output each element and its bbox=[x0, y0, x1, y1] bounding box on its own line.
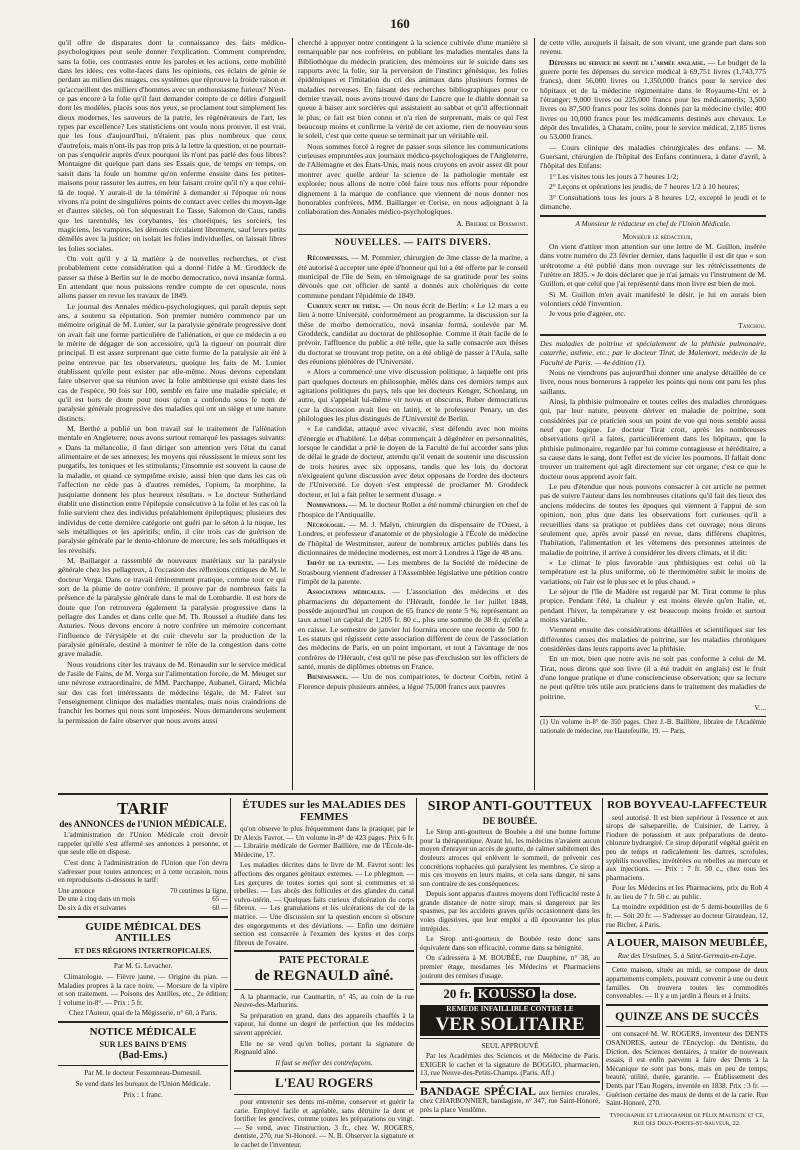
news-item bbox=[298, 367, 528, 423]
news-item bbox=[298, 558, 528, 586]
ad-column-2 bbox=[234, 798, 414, 1150]
letter-paragraph: Si M. Guillon m'en avait manifesté le désir, je lui en aurais bien volontiers cédé l'invention. bbox=[540, 289, 766, 308]
regnauld-text: Elle ne se vend qu'en boîtes, portant la signature de Regnauld aîné. bbox=[234, 1039, 414, 1057]
review-paragraph: « Le climat le plus favorable aux phthisiques est celui où la température est la plus uniforme, où le thermomètre subit le moins de variations, où l'air est le plus sec et le plus chaud. » bbox=[540, 557, 766, 586]
notice-place: (Bad-Ems.) bbox=[118, 1049, 168, 1061]
news-item-lead: Dépenses du service de santé de l'armée anglaise. bbox=[549, 57, 706, 67]
letter-paragraph: Je vous prie d'agréer, etc. bbox=[549, 309, 626, 319]
regnauld-name: de REGNAULD aîné. bbox=[254, 967, 394, 984]
maison-address: Rue des Ursulines, 5, à Saint-Germain-en-Laye. bbox=[617, 951, 757, 960]
news-item-lead: Nominations. bbox=[307, 500, 348, 510]
quinze-title: QUINZE ANS DE SUCCÈS bbox=[615, 1008, 759, 1023]
kousso-remedy: REMÈDE INFAILLIBLE CONTRE LE bbox=[420, 1005, 600, 1014]
news-item bbox=[540, 58, 766, 142]
column-rule-2 bbox=[534, 38, 535, 790]
paragraph: qu'il offre de disparates dont la connaissance des faits médico-psychologiques peut seule donner l'explication. Comment comprendre, sans la folie, ces contrastes entre les paroles et les actions, cette mobilité dans les idées, ces volte-faces dans les opinions, ces éclairs de génie se perdant au milieu des nuages, ces systèmes que réprouve la froide raison et qu'accueillent des milliers d'hommes avec un enthousiasme furieux? N'est-ce pas encore à la folie qu'il faut demander compte de ce délire d'orgueil dont les modèles, placés sous nos yeux, se proclament tout simplement les dieux modernes, les sauveurs de la patrie, les régénérateurs de l'art, les types par excellence? Les statisticiens ont voulu nous prouver, il est vrai, que les fous d'aujourd'hui, n'étaient pas plus nombreux que ceux d'autrefois, mais n'ont-ils pas trop pris à la lettre la question, et ne pourrait-on pas s'enquérir auprès d'eux pourquoi ils n'ont pas parlé des fous libres? Montaigne dit quelque part dans ses Essais que, de temps en temps, on saisit dans la foule un homme qu'on enferme ensuite dans les petites-maisons pour rassurer les autres, en leur faisant croire qu'il n'y a que celui-là de toqué. Y aurait-il de la témérité à demander si l'époque où nous vivons n'a point de singulières points de contact avec celles du moyen-âge et d'autres siècles, où l'on séquestrait Le Tasse, Salomon de Caus, tandis que les tarentulés, les corybantes, les choréiques, les sorciers, les magiciens, les vampires, les démons circulaient librement, sauf leurs petits démêlés avec la justice; on isolait les folies individuelles, on laissait libres les folies sociales. bbox=[58, 38, 286, 253]
notice-subtitle: SUR LES BAINS D'EMS bbox=[99, 1039, 187, 1049]
tarif-label: Une annonce bbox=[58, 886, 95, 895]
tarif-price: 65 — bbox=[212, 895, 228, 904]
sirop-text: Depuis sont apparus d'autres moyens dont l'efficacité reste à grande distance de notre sirop; mais si dangereux par les spasmes, par les accidens graves qu'ils occasionnent dans les voies digestives, que leur emploi a dû épouvanter les plus intrépides. bbox=[420, 890, 600, 933]
news-item bbox=[298, 520, 528, 557]
news-item-text: 3° Consultations tous les jours à 8 heures 1/2, excepté le jeudi et le dimanche. bbox=[540, 192, 766, 211]
ads-separator-rule bbox=[58, 793, 768, 795]
guide-where: Chez l'Auteur, quai de la Mégisserie, n° 60, à Paris. bbox=[68, 1009, 218, 1018]
regnauld-text: Sa préparation en grand, dans des appareils chauffés à la vapeur, lui donne un degré de perfection que les médecins savent apprécier. bbox=[234, 1011, 414, 1038]
article-signature: A. Brierre de Boismont. bbox=[456, 218, 528, 228]
rogers-text: pour entretenir ses dents mi-même, conserver et guérir la carie. Employé facile et agréable, sans détruire la dent et fortifier les gencives, comme toutes les préparations ou vingt. — Se vend, avec l'instruction, 3 fr., chez W. ROGERS, dentiste, 270, rue St-Honoré. — N. B. Observer la signature et le cachet de l'inventeur. bbox=[234, 1098, 414, 1150]
ad-rule-1 bbox=[230, 798, 231, 1090]
guide-subtitle: ET DES RÉGIONS INTERTROPICALES. bbox=[74, 945, 212, 955]
section-heading: NOUVELLES. — FAITS DIVERS. bbox=[298, 234, 528, 248]
femmes-text: qu'on observe le plus fréquemment dans la pratique; par le Dr Alexis Favrot. — Un volume in-8° de 423 pages. Prix 6 fr. — Librairie médicale de Germer Baillière, rue de l'École-de-Médecine, 17. bbox=[234, 825, 414, 859]
ad-column-1 bbox=[58, 798, 228, 1099]
review-paragraph: Nous ne viendrons pas aujourd'hui donner une analyse détaillée de ce livre, nous nous bornerons à rappeler les points qui nous ont paru les plus saillants. bbox=[540, 368, 766, 396]
boyveau-text: La moindre expédition est de 5 demi-bouteilles de 6 fr. — Soit 20 fr. — S'adresser au docteur Giraudeau, 12, rue Richer, à Paris. bbox=[606, 903, 768, 929]
paragraph: cherché à appuyer notre contingent à la science cultivée d'une manière si remarquable par nos confrères, en publiant les maladies mentales dans la Bibliothèque du médecin praticien, des mémoires sur le suicide dans ses rapports avec la folie, sur la perversion de l'instinct génésique, les folies épidémiques et l'imitation du cri des animaux dans plusieurs formes de maladies nerveuses. En faisant des recherches bibliographiques pour ce dernier travail, nous avons trouvé dans de Lancre que le diable donnait sa queue à baiser aux sorcières qui assistaient au sabbat et qu'il affectionnait le plus; ce fait est bien connu et n'a rien de surprenant, mais ce qui l'est beaucoup moins et confirme la vérité de cet axiome, rien de nouveau sous le soleil, c'est que cette queue se terminait par un véritable œil. bbox=[298, 38, 528, 141]
regnauld-text: A la pharmacie, rue Caumartin, n° 45, au coin de la rue Neuve-des-Mathurins. bbox=[234, 992, 414, 1010]
tarif-title: TARIF bbox=[117, 799, 169, 818]
sirop-subtitle: DE BOUBÉE. bbox=[482, 815, 538, 826]
news-item bbox=[298, 301, 528, 366]
tarif-text: C'est donc à l'administration de l'Union que l'on devra s'adresser pour toutes annonces; et à cette occasion, nous en reproduisons ci-dessous le tarif: bbox=[58, 859, 228, 885]
regnauld-title: PATE PECTORALE bbox=[279, 955, 369, 967]
news-item-text: — Un de nos compatriotes, le docteur Corbin, retiré à Florence depuis plusieurs années, a légué 75,000 francs aux pauvres bbox=[298, 672, 528, 691]
notice-author: Par M. le docteur Fessonneau-Dumesnil. bbox=[84, 1069, 202, 1078]
letter-salutation: Monsieur le rédacteur, bbox=[622, 231, 693, 241]
news-item bbox=[540, 143, 766, 171]
tarif-price: 70 centimes la ligne. bbox=[170, 886, 228, 895]
table-row bbox=[58, 895, 228, 904]
news-item-text: « Le candidat, attaqué avec vivacité, s'est défendu avec non moins d'énergie et d'habileté. Le débat commençait à dégénérer en personnalités, lorsque le candidat a prié le doyen de la Faculté de lui accorder sans plus de délai le grade de docteur, attendu qu'il venait de soutenir une discussion de trois heures avec six opposans, tandis que les lois du doctorat n'exigeaient qu'une discussion avec deux opposans de l'ordre des docteurs de l'Université. Le doyen s'est empressé de proclamer M. Groddeck docteur, et lui a fait prêter le serment d'usage. » bbox=[298, 424, 528, 499]
tarif-price: 60 — bbox=[212, 904, 228, 913]
notice-price: Prix : 1 franc. bbox=[123, 1090, 163, 1099]
column-rule-1 bbox=[292, 38, 293, 790]
news-item-text: — Le budget de la guerre porte les dépenses du service médical à 69,751 livres (1,743,775 francs), dont 56,000 livres ou 1,350,000 francs pour le service des hôpitaux et de la médecine régimentaire dans le Royaume-Uni et à l'étranger; 9,000 livres ou 225,000 francs pour les médicaments; 3,500 livres ou 87,500 francs pour les soins donnés par la médecine civile; 400 livres ou 10,000 francs pour les médicaments destinés aux chevaux. Le dépôt des Invalides, à Chatam, coûte, pour le service médical, 2,185 livres ou 53,000 francs. bbox=[540, 57, 766, 142]
tarif-text: L'administration de l'Union Médicale croit devoir rappeler qu'elle s'est affermé ses annonces à personne, et que seule elle en dispose. bbox=[58, 831, 228, 857]
page-number: 160 bbox=[390, 16, 410, 31]
book-review-title: Des maladies de poitrine et spécialement de la phthisie pulmonaire, catarrhe, asthme, etc.; par le docteur Tirat, de Malemort, médecin de la Faculté de Paris. — 4e édition (1). bbox=[540, 334, 766, 367]
news-item bbox=[298, 424, 528, 499]
sirop-text: Le Sirop anti-goutteux de Boubée a été une bonne fortune pour la thérapeutique. Avant lui, les médecins n'avaient aucun moyen d'enrayer un accès de goutte, de calmer subitement des douleurs atroces qui enlèvent le sommeil, de prévenir ces concrétions tophacées qui paralysent les membres. Ce sirop a mis ces moyens en leurs mains, et cela sans danger, ni sans son contraire de ses conséquences. bbox=[420, 828, 600, 888]
news-item bbox=[298, 587, 528, 671]
printer-imprint: Typographie et Lithographie de Félix Malteste et Ce, Rue des Deux-Portes-St-Sauveur, 22. bbox=[609, 1111, 765, 1128]
tarif-label: De six à dix et suivantes bbox=[58, 904, 127, 913]
maison-title: A LOUER, MAISON MEUBLÉE, bbox=[606, 937, 768, 950]
news-item-lead: Récompenses. bbox=[307, 253, 349, 263]
news-item-lead: Curieux sujet de thèse. bbox=[307, 300, 381, 310]
news-item bbox=[298, 253, 528, 300]
kousso-worm: VER SOLITAIRE bbox=[420, 1014, 600, 1036]
ad-rule-2 bbox=[416, 798, 417, 1090]
news-item-lead: Impôt de la patente. bbox=[307, 558, 374, 568]
column-2 bbox=[298, 38, 528, 790]
review-paragraph: Le séjour de l'île de Madère est regardé par M. Tirat comme le plus propice. Pendant l'été, la chaleur y est moins élevée qu'en Italie, et, pendant l'hiver, la température y est beaucoup moins froide et surtout moins variable. bbox=[540, 586, 766, 624]
news-item bbox=[540, 182, 766, 191]
kousso-name: KOUSSO bbox=[474, 987, 540, 1002]
paragraph: de cette ville, auxquels il faisait, de son vivant, une grande part dans son revenu. bbox=[540, 38, 766, 57]
paragraph: M. Baillarger a rassemblé de nouveaux matériaux sur la paralysie générale chez les pellagreux, à l'occasion des réflexions critiques de M. le docteur Verga. Dans ce travail éminemment pratique, comme tout ce qui sort de la plume de notre confrère, il prouve par de nombreux faits la présence de la paralysie générale dans le mal de Lombardie. Il est hors de doute que l'on retrouvera également la paralysie progressive dans la pellagre des Landes et dans celle que M. Th. Roussel a étudiée dans les Asturies. Nous devons encore à notre confrère un mémoire concernant l'influence de l'érysipèle et du cuir chevelu sur la production de la paralysie générale, destiné à montrer le rôle de la congestion dans cette grave maladie. bbox=[58, 555, 286, 659]
femmes-text: Les maladies décrites dans le livre de M. Favrot sont: les affections des organes génitaux externes. — Le phlegmon. — Les gerçures de toutes sortes qui sont si communes et si rebelles. — Les abcès des follicules et des glandes du canal vulvo-utérin. — Quelques faits curieux d'ulcération du corps fibreux. — Les granulations et les ulcérations du col de la matrice. — Une discussion sur la question encore si obscure des engorgements et des déviations. — Enfin une dernière section est consacrée à l'examen des kystes et des corps fibreux de l'ovaire. bbox=[234, 861, 414, 947]
news-item-text: 2° Leçons et opérations les jeudis, de 7 heures 1/2 à 10 heures; bbox=[549, 182, 740, 192]
guide-title: GUIDE MÉDICAL DES ANTILLES bbox=[85, 920, 201, 945]
boyveau-title: ROB BOYVEAU-LAFFECTEUR bbox=[607, 799, 767, 811]
news-item-text: 1° Les visites tous les jours à 7 heures 1/2; bbox=[549, 171, 679, 181]
review-paragraph: Le peu d'étendue que nous pouvons consacrer à cet article ne permet pas de suivre l'auteur dans les nombreuses citations qu'il fait des lieux des anciens médecins de toutes les époques qui viennent à l'appui de son opinion, non plus que dans les observations fort curieuses qu'il a recueillies dans sa pratique et publiées dans cet ouvrage; nous dirons seulement que, après avoir passé en revue, dans différens chapitres, l'habitation, l'alimentation et les vêtemens des personnes atteintes de maladie de poitrine, il arrive à considérer les divers climats, et il dit: bbox=[540, 482, 766, 557]
maison-text: Cette maison, située au midi, se compose de deux appartements complets, pouvant convenir à une ou deux familles. On trouvera toutes les commodités convenables. — Il y a un jardin à fleurs et à fruits. bbox=[606, 966, 768, 1001]
quinze-text: ont consacré M. W. ROGERS, inventeur des DENTS OSANORES, auteur de l'Encyclop. du Dentiste, du Diction. des Sciences dentaires, à traiter de nouveaux essais, il est enfin parvenu à faire des Dents à la Mécanique ne sont pas bons, mais en peu de temps; beauté, utilité, durée, garantie. — Établissement des Dents par l'Eau Rogers, inventée en 1838. Prix : 3 fr. — Guérison certaine des maux de dents et de la carie. Rue Saint-Honoré, 270. bbox=[606, 1030, 768, 1108]
news-item-lead: Nécrologie. bbox=[307, 519, 346, 529]
news-item bbox=[540, 172, 766, 181]
sirop-where: On s'adressera à M. BOUBÉE, rue Dauphine, n° 38, au premier étage, mesdames les Médecins et Pharmaciens jouiront des remises d'usage. bbox=[420, 954, 600, 980]
review-paragraph: Ainsi, la phthisie pulmonaire et toutes celles des maladies chroniques qui, par leur nature, peuvent dériver en maladie de poitrine, sont considérées par ce praticien sous un point de vue qui nous semble aussi neuf que logique. Le docteur Tirat croit, après les nombreuses observations qu'il a faites, particulièrement dans les hôpitaux, que la phthisie pulmonaire, regardée par lui comme contagieuse et héréditaire, a sa cause dans le sang, dont l'effet est de vicier les poumons. Il fallait donc trouver un traitement qui agît directement sur cet organe; c'est ce que le docteur nous apprend avoir fait. bbox=[540, 397, 766, 481]
letter-heading: A Monsieur le rédacteur en chef de l'Union Médicale. bbox=[540, 215, 766, 229]
news-item-text: — L'association des médecins et des pharmaciens du département de l'Hérault, fondée le 1er juillet 1848, possède aujourd'hui un coupon de 65 francs de rente 5 %, représentant au taux actuel un capital de 1,205 fr. 80 c., plus une somme de 38 fr. qu'elle a en caisse. Le semestre de janvier lui fournira encore une recette de 500 fr. Les statuts qui régissent cette association diffèrent de ceux de l'association des médecins de Paris, en un point important, et tout à l'avantage de nos confrères de l'Hérault, c'est qu'il ne pèse pas d'exclusion sur les officiers de santé, munis de diplômes obtenus en France. bbox=[298, 587, 528, 671]
bandage-title: BANDAGE SPÉCIAL bbox=[420, 1083, 536, 1098]
notice-title: NOTICE MÉDICALE bbox=[89, 1026, 197, 1039]
regnauld-warning: Il faut se méfier des contrefaçons. bbox=[275, 1058, 373, 1067]
paragraph: On voit qu'il y a là matière à de nouvelles recherches, et c'est probablement cette considération qui a donné l'idée à M. Groddeck de passer sa thèse à Berlin sur le de morbo democratico, nová insaniæ formá. En attendant que nous puissions rendre compte de cet opuscule, nous allons passer en revue les travaux de 1849. bbox=[58, 253, 286, 301]
news-item-text: « Alors a commencé une vive discussion politique, à laquelle ont pris part quelques docteurs en philosophie, mêlés dans ces derniers temps aux agitations politiques du pays, tels que les docteurs Kenger, Schonlang, un autre, qui s'appelait lui-même vir novus et obscurus, Ruber democraticus (car la discussion avait lieu en latin), et le professeur Penary, un des philologues les plus distingués de l'Université de Berlin. bbox=[298, 367, 528, 424]
guide-text: Climatologie. — Fièvre jaune. — Origine du pian. — Maladies propres à la race noire. — Morsure de la vipère et son traitement. — Poisons des Antilles, etc., 2e édition; 1 volume in-8°. — Prix : 5 fr. bbox=[58, 973, 228, 1007]
paragraph: Le journal des Annales médico-psychologiques, qui paraît depuis sept ans, a soutenu sa réputation. Son premier numéro commence par un mémoire original de M. Lunier, sur la paralysie générale progressive dont on avait fait une forme particulière de l'aliénation, et que ce médecin a eu le mérite de dégager de son accessoire, qu'à la rigueur on pourrait dire principal. Il est assez surprenant que cette forme de la paralysie ait été à peine entrevue par les observateurs, quoique les faits de M. Lunier établissent qu'elle peut exister par elle-même. Nous devons cependant faire observer que sa réunion avec la folie ambitieuse qui existe dans les cas de l'espèce, 90 fois sur 100, semble en faire une maladie spéciale, et qu'il est hors de doute pour nous qu'on a confondu sous le nom de paralysie générale progressive des maladies qui ont un siège et une nature distincts. bbox=[58, 301, 286, 423]
ad-rule-3 bbox=[602, 798, 603, 1090]
letter-paragraph: On vient d'attirer mon attention sur une lettre de M. Guillon, insérée dans votre numéro du 23 février dernier, dans laquelle il est dit que « son urétrotome a été publié dans mon ouvrage sur les rétrécissements de l'urètre en 1835. » Je dois déclarer que je n'ai jamais vu l'instrument de M. Guillon, et que celui que j'ai représenté dans mon livre est bien de moi. bbox=[540, 241, 766, 289]
boyveau-text: Pour les Médecins et les Pharmaciens, prix du Rob 4 fr. au lieu de 7 fr. 50 c. au public. bbox=[606, 884, 768, 901]
table-row bbox=[58, 904, 228, 913]
paragraph: Nous sommes forcé à regret de passer sous silence les communications curieuses empruntées aux journaux médico-psychologiques de l'Angleterre, de l'Allemagne et des États-Unis, mais nous croyons en avoir assez dit pour montrer avec quelle ardeur la science de la pathologie mentale est explorée; nous allons de notre côté faire tous nos efforts pour répondre dignement à la marque de confiance que viennent de nous donner nos honorables confrères, MM. Baillarger et Cerise, en nous adjoignant à la collaboration des Annales médico-psychologiques. bbox=[298, 141, 528, 217]
ad-column-3 bbox=[420, 798, 600, 1115]
news-item-text: — Cours clinique des maladies chirurgicales des enfans. — M. Guersant, chirurgien de l'hôpital des Enfans continuera, à dater d'avril, à l'hôpital des Enfans: bbox=[540, 142, 766, 171]
news-item-lead: Bienfaisance. bbox=[307, 672, 349, 682]
sirop-text: Le Sirop anti-goutteux de Boubée reste donc sans équivalent dans son efficacité, comme dans sa bénignité. bbox=[420, 935, 600, 952]
review-paragraph: En un mot, bien que notre avis ne soit pas conforme à celui de M. Tirat, nous dirons que son livre (il a été traduit en anglais) est le fruit d'une longue pratique et d'une consciencieuse observation; que sa lecture ne peut qu'être très utile aux praticiens dans le traitement des maladies de poitrine. bbox=[540, 654, 766, 701]
guide-author: Par M. G. Levacher. bbox=[113, 962, 173, 971]
rogers-title: L'EAU ROGERS bbox=[275, 1075, 373, 1091]
tarif-table bbox=[58, 887, 228, 913]
news-item-text: — Les membres de la Société de médecine de Strasbourg viennent d'adresser à l'Assemblée législative une pétition contre l'impôt de la patente. bbox=[298, 558, 528, 586]
boyveau-text: seul autorisé. Il est bien supérieur à l'essence et aux sirops de salsepareille, de Cuisinier, de Larrey, à l'iodure de potassium et aux préparations de deuto-chlorure hydrargiré. Ce sirop dépuratif végétal guérit en peu de temps et radicalement les dartres, scrofules, syphilis nouvelles, invétérées ou rebelles au mercure et aux injections. — Prix : 7 fr. 50 c., chez tous les pharmaciens. bbox=[606, 813, 768, 882]
bandage-text: aux hernies crurales, chez CHARBONNIER, bandagiste, n° 347, rue Saint-Honoré, près la place Vendôme. bbox=[420, 1088, 600, 1115]
tarif-subtitle: des ANNONCES de l'UNION MÉDICALE. bbox=[59, 818, 227, 829]
news-item-lead: Associations médicales. bbox=[307, 587, 386, 597]
paragraph: M. Berthé a publié un bon travail sur le traitement de l'aliénation mentale en Angleterre; nous avons surtout remarqué les passages suivants: « Dans la mélancolie, il faut diriger son attention vers l'état du canal alimentaire et de ses annexes; les moyens qui réussissent le mieux sont les purgatifs, les toniques et les stimulants; l'insomnie est souvent la cause de la maladie, et quand ce symptôme existe, aussi bien que dans les cas où l'affection ne cède pas à d'autres remèdes, l'opium, la morphine, la jusquiame donnent les plus heureux résultats. » Le docteur Sutherland établit une distinction entre l'épilepsie consécutive à la folie et les cas où la folie survient chez des individus préalablement épileptiques; plusieurs des individus de cette dernière catégorie ont guéri par le séton à la nuque, les sels métalliques et les apéritifs; enfin, il cite trois cas de guérison de paralysie générale par le dento-chlorure de mercure, les sels métalliques et les révulsifs. bbox=[58, 424, 286, 555]
kousso-dose: la dose. bbox=[541, 989, 577, 1002]
notice-where: Se vend dans les bureaux de l'Union Médicale. bbox=[75, 1080, 211, 1089]
news-item-text: — M. Pommier, chirurgien de 3me classe de la marine, a été autorisé à accepter une épée d'honneur qui lui a été offerte par le conseil municipal de l'île de Sein, en témoignage de sa gratitude pour les soins dévoués que cet officier de santé a donnés aux cholériques de cette commune pendant l'épidémie de 1849. bbox=[298, 253, 528, 300]
tarif-label: De une à cinq dans un mois bbox=[58, 895, 136, 904]
table-row bbox=[58, 887, 228, 896]
letter-signature: Tanchou. bbox=[738, 320, 766, 330]
column-1 bbox=[58, 38, 286, 790]
news-item bbox=[298, 500, 528, 519]
sirop-title: SIROP ANTI-GOUTTEUX bbox=[427, 799, 593, 814]
footnote: (1) Un volume in-8° de 350 pages. Chez J.-B. Baillière, libraire de l'Académie nationale de médecine, rue Hautefeuille, 19. — Paris. bbox=[540, 716, 766, 736]
news-item bbox=[298, 672, 528, 691]
news-item-text: — On nous écrit de Berlin: « Le 12 mars a eu lieu à notre Université, conformément au programme, la discussion sur la thèse de morbo democratico, nová insaniæ formá, soulevée par M. Groddeck, candidat au doctorat de philosophie. Comme il était facile de le prévoir, l'affluence du public a été telle, que la salle consacrée aux thèses du doctorat se trouvant trop petite, on a été obligé de passer à l'Aula, salle des réunions plénières de l'Université. bbox=[298, 300, 528, 366]
paragraph: Nous voudrions citer les travaux de M. Renaudin sur le service médical de l'asile de Fains, de M. Verga sur l'alimentation forcée, de M. Meuget sur une névrose extraordinaire, de MM. Parchappe, Aubanel, Girard, Michéa sur des cas fort intéressants de médecine légale, de M. Falret sur l'enseignement clinique des maladies mentales, mais nous craindrions de franchir les bornes qui nous sont imposées. Nous demanderons seulement la permission de faire observer que nous avons aussi bbox=[58, 659, 286, 725]
news-item-text: — M. J. Malyn, chirurgien du dispensaire de l'Ouest, à Londres, et professeur d'anatomie et de physiologie à l'École de médecine de l'hôpital de Westminster, auteur de nombreux articles publiés dans les dictionnaires de médecine modernes, est mort à Londres à l'âge de 48 ans. bbox=[298, 519, 528, 557]
ad-column-4 bbox=[606, 798, 768, 1128]
femmes-title: ÉTUDES sur les MALADIES DES FEMMES bbox=[242, 799, 406, 823]
news-item-text: — M. le docteur Rollet a été nommé chirurgien en chef de l'hospice de l'Antiquaille. bbox=[298, 500, 528, 519]
kousso-price: 20 fr. bbox=[443, 986, 472, 1002]
column-3 bbox=[540, 38, 766, 790]
kousso-approved: SEUL APPROUVÉ bbox=[481, 1041, 539, 1050]
kousso-text: Par les Académies des Sciences et de Médecine de Paris. EXIGER le cachet et la signature de BOGGIO, pharmacien, 13, rue Neuve-des-Petits-Champs. (Paris. Aff.) bbox=[420, 1052, 600, 1078]
review-paragraph: Viennent ensuite des considérations détaillées et scientifiques sur les différentes causes des maladies de poitrine, sur les maladies chroniques considérées dans leurs rapports avec la phthisie. bbox=[540, 625, 766, 653]
news-item bbox=[540, 193, 766, 212]
review-signature: V.... bbox=[754, 703, 766, 713]
